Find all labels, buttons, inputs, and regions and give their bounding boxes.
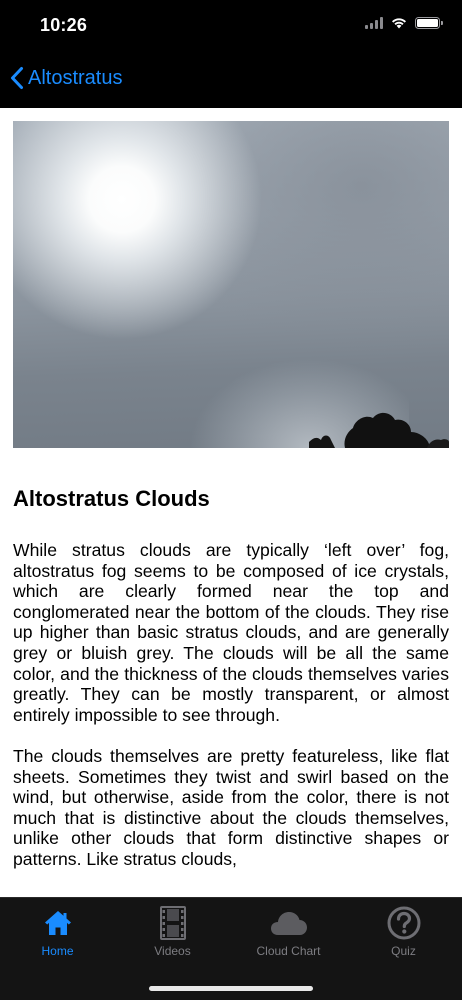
altostratus-photo <box>13 121 449 448</box>
status-bar <box>0 0 462 52</box>
article-body <box>13 540 449 890</box>
film-icon <box>160 906 186 940</box>
tab-label: Home <box>41 944 74 958</box>
status-icons <box>365 16 440 29</box>
tab-videos[interactable] <box>115 898 230 968</box>
tab-label: Cloud Chart <box>256 944 321 958</box>
article-paragraph: While stratus clouds are typically ‘left over’ fog, altostratus fog seems to be composed of ice crystals, which are clearly formed near the top and conglomerated near the bottom of the clouds. They rise up higher than basic stratus clouds, and are generally grey or bluish grey. The clouds will be all the same color, and the thickness of the clouds themselves varies greatly. They can be mostly transparent, or almost entirely impossible to see through. <box>13 540 449 725</box>
home-icon <box>43 908 73 938</box>
tab-bar <box>0 897 462 1000</box>
article-title: Altostratus Clouds <box>13 486 210 511</box>
cloud-icon <box>270 910 308 936</box>
tree-silhouette <box>309 398 449 448</box>
navigation-bar <box>0 52 462 108</box>
status-time: 10:26 <box>40 15 88 35</box>
question-icon <box>387 906 421 940</box>
article-scroll-view[interactable] <box>0 108 462 897</box>
back-label: Altostratus <box>28 66 123 89</box>
article-paragraph: The clouds themselves are pretty featureless, like flat sheets. Sometimes they twist and swirl based on the wind, but otherwise, aside from the color, there is not much that is distinctive about the clouds themselves, unlike other clouds that form distinctive shapes or patterns. Like stratus clouds, <box>13 745 449 869</box>
home-indicator[interactable] <box>149 986 313 991</box>
tab-home[interactable] <box>0 898 115 968</box>
chevron-left-icon <box>10 66 24 90</box>
tab-label: Videos <box>154 944 191 958</box>
back-button[interactable] <box>10 66 122 90</box>
wifi-icon <box>390 16 408 29</box>
tab-label: Quiz <box>391 944 416 958</box>
battery-icon <box>415 17 440 29</box>
tab-quiz[interactable] <box>346 898 461 968</box>
tab-cloud-chart[interactable] <box>231 898 346 968</box>
cellular-signal-icon <box>365 17 383 29</box>
